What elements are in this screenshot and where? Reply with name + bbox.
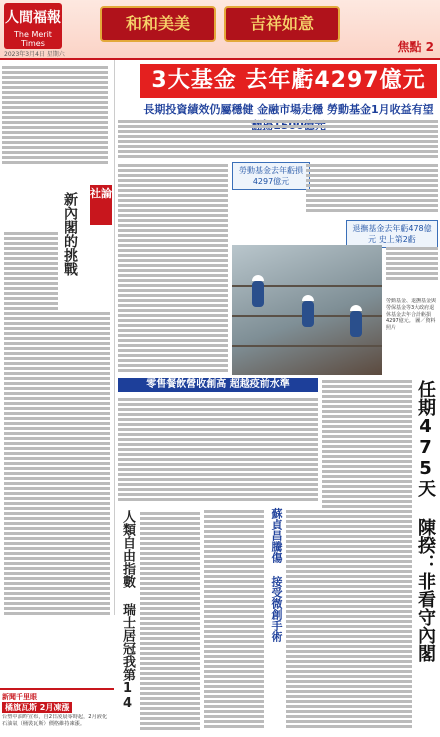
issue-date: 2023年3月4日 星期六 bbox=[4, 51, 65, 58]
main-story-text-col1 bbox=[118, 162, 228, 374]
photo-caption: 勞動基金、退撫基金與勞保基金等3大政府退休基金去年合計虧損4297億元。 圖／資料照片 bbox=[386, 298, 437, 332]
editorial-tag: 社論 bbox=[90, 185, 112, 225]
main-headline: 3大基金 去年虧4297億元 bbox=[140, 64, 437, 98]
page-label bbox=[397, 38, 434, 55]
newspaper-logo bbox=[4, 3, 62, 49]
construction-workers-photo bbox=[232, 245, 382, 375]
highlight-box-2: 退撫基金去年虧478億元 史上第2虧 bbox=[346, 220, 438, 248]
main-story-text-col3 bbox=[306, 162, 438, 218]
main-subheadline: 長期投資績效仍屬穩健 金融市場走穩 勞動基金1月收益有望 bbox=[143, 103, 434, 116]
story-retail-title: 零售餐飲營收創高 超越疫前水準 bbox=[118, 378, 318, 392]
story-su-text bbox=[204, 508, 264, 732]
logo-english: The Merit Times bbox=[14, 30, 52, 48]
page-number: 2 bbox=[425, 40, 434, 54]
main-story-text-top bbox=[118, 118, 438, 162]
editorial-text-mid bbox=[4, 230, 58, 312]
highlight-box-1: 勞動基金去年虧損4297億元 bbox=[232, 162, 310, 190]
story-freedom-title: 人類自由指數 瑞士居冠我第14 bbox=[120, 510, 135, 711]
editorial-text-bottom bbox=[4, 310, 110, 617]
news-brief-box bbox=[0, 688, 114, 737]
news-brief-title: 橘旗瓦斯 2月凍漲 bbox=[2, 702, 72, 713]
banner-left: 和和美美 bbox=[100, 6, 216, 42]
main-story-text-col4 bbox=[386, 245, 438, 295]
editorial-title: 新內閣的挑戰 bbox=[62, 192, 78, 276]
story-premier-title: 任期475天 陳揆：非看守內閣 bbox=[415, 380, 436, 662]
masthead bbox=[0, 0, 440, 60]
news-brief-label: 新聞千里眼 bbox=[2, 693, 37, 701]
story-retail-text bbox=[118, 396, 318, 504]
story-su-text-2 bbox=[286, 508, 322, 732]
editorial-section bbox=[0, 60, 115, 615]
banner-right: 吉祥如意 bbox=[224, 6, 340, 42]
section-label: 焦點 bbox=[397, 40, 422, 54]
editorial-text-top bbox=[2, 64, 112, 184]
story-freedom-text bbox=[140, 510, 200, 732]
news-brief-body: 台塑中油昨宣布，自2日凌晨零時起，2月液化石油氣（桶裝瓦斯）價格維持凍漲。 bbox=[2, 714, 108, 727]
story-premier-text bbox=[322, 378, 412, 732]
logo-chinese: 人間福報 bbox=[5, 10, 61, 26]
story-su-title: 蘇貞昌騰傷 接受微創手術 bbox=[270, 508, 283, 642]
